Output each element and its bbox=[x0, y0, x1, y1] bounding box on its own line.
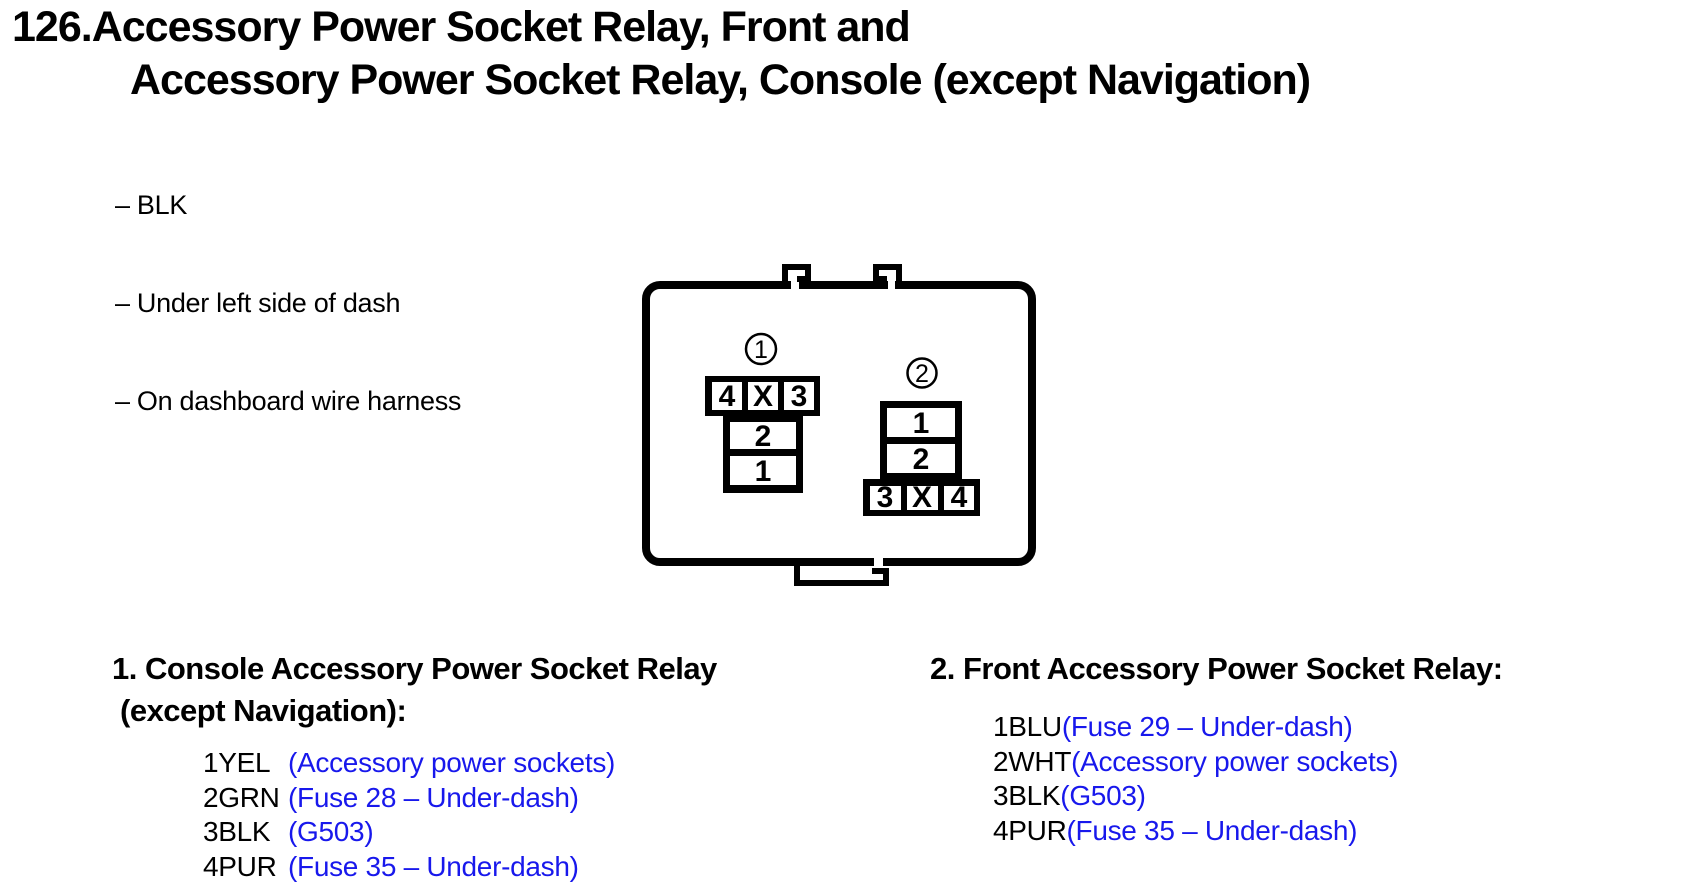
connector2-pin3-label: 3 bbox=[876, 481, 894, 514]
pin-ref-link[interactable]: (Accessory power sockets) bbox=[1071, 745, 1399, 777]
connector1-pin2-label: 2 bbox=[754, 420, 772, 453]
location-bullets bbox=[115, 124, 461, 483]
pin-row bbox=[993, 814, 1398, 849]
pin-code: 1BLU bbox=[993, 711, 1062, 742]
connector1-pinx-label: X bbox=[752, 380, 774, 413]
pin-code: 2WHT bbox=[993, 745, 1072, 777]
pin-row bbox=[203, 746, 615, 781]
title-text-line1: Accessory Power Socket Relay, Front and bbox=[91, 3, 910, 51]
pin-row bbox=[993, 779, 1398, 814]
top-edge-gap-left bbox=[791, 281, 799, 289]
pin-row bbox=[993, 745, 1398, 780]
connector2-pin1-label: 1 bbox=[912, 407, 930, 440]
pin-ref-link[interactable]: (Fuse 35 – Under-dash) bbox=[1066, 814, 1358, 846]
pin-row bbox=[203, 850, 615, 885]
console-relay-pin-list bbox=[203, 746, 615, 884]
console-relay-heading-line2: (except Navigation): bbox=[120, 693, 407, 728]
connector1-pin4-label: 4 bbox=[718, 380, 736, 413]
connector1-pin3-label: 3 bbox=[790, 380, 808, 413]
pin-row bbox=[993, 710, 1398, 745]
pin-code: 4PUR bbox=[203, 850, 277, 882]
front-relay-heading: 2. Front Accessory Power Socket Relay: bbox=[930, 651, 1503, 686]
console-relay-heading bbox=[112, 652, 717, 727]
bottom-edge-gap bbox=[874, 558, 883, 566]
connector2-pin2-label: 2 bbox=[912, 443, 930, 476]
pin-code: 1YEL bbox=[203, 747, 271, 778]
connector2-callout-number: 2 bbox=[915, 360, 929, 388]
pin-ref-link[interactable]: (Accessory power sockets) bbox=[288, 747, 616, 778]
pin-ref-link[interactable]: (Fuse 35 – Under-dash) bbox=[288, 850, 579, 882]
pin-ref-link[interactable]: (G503) bbox=[1060, 780, 1146, 811]
page-title-line2: Accessory Power Socket Relay, Console (except Navigation) bbox=[130, 56, 1311, 104]
front-relay-pin-list bbox=[993, 710, 1398, 848]
console-relay-heading-line1: 1. Console Accessory Power Socket Relay bbox=[112, 651, 717, 686]
connector2-pin4-label: 4 bbox=[950, 481, 968, 514]
connector1-pin1-label: 1 bbox=[754, 455, 772, 488]
connector1-callout-number: 1 bbox=[754, 336, 768, 364]
page-title-line1 bbox=[12, 2, 910, 52]
top-edge-gap-right bbox=[888, 281, 895, 289]
relay-body-outline bbox=[646, 285, 1032, 562]
pin-row bbox=[203, 781, 615, 816]
pin-ref-link[interactable]: (Fuse 28 – Under-dash) bbox=[288, 781, 579, 813]
connector2-pinx-label: X bbox=[911, 481, 933, 514]
section-number: 126. bbox=[12, 3, 92, 51]
pin-ref-link[interactable]: (Fuse 29 – Under-dash) bbox=[1061, 711, 1353, 742]
pin-code: 3BLK bbox=[203, 816, 271, 847]
relay-diagram bbox=[600, 240, 1080, 600]
pin-code: 3BLK bbox=[993, 780, 1061, 811]
bullet-location: – Under left side of dash bbox=[115, 287, 401, 318]
bullet-harness: – On dashboard wire harness bbox=[115, 385, 462, 416]
pin-code: 2GRN bbox=[203, 781, 280, 813]
bullet-color: – BLK bbox=[115, 190, 188, 221]
pin-row bbox=[203, 815, 615, 850]
pin-ref-link[interactable]: (G503) bbox=[288, 816, 374, 847]
pin-code: 4PUR bbox=[993, 814, 1067, 846]
